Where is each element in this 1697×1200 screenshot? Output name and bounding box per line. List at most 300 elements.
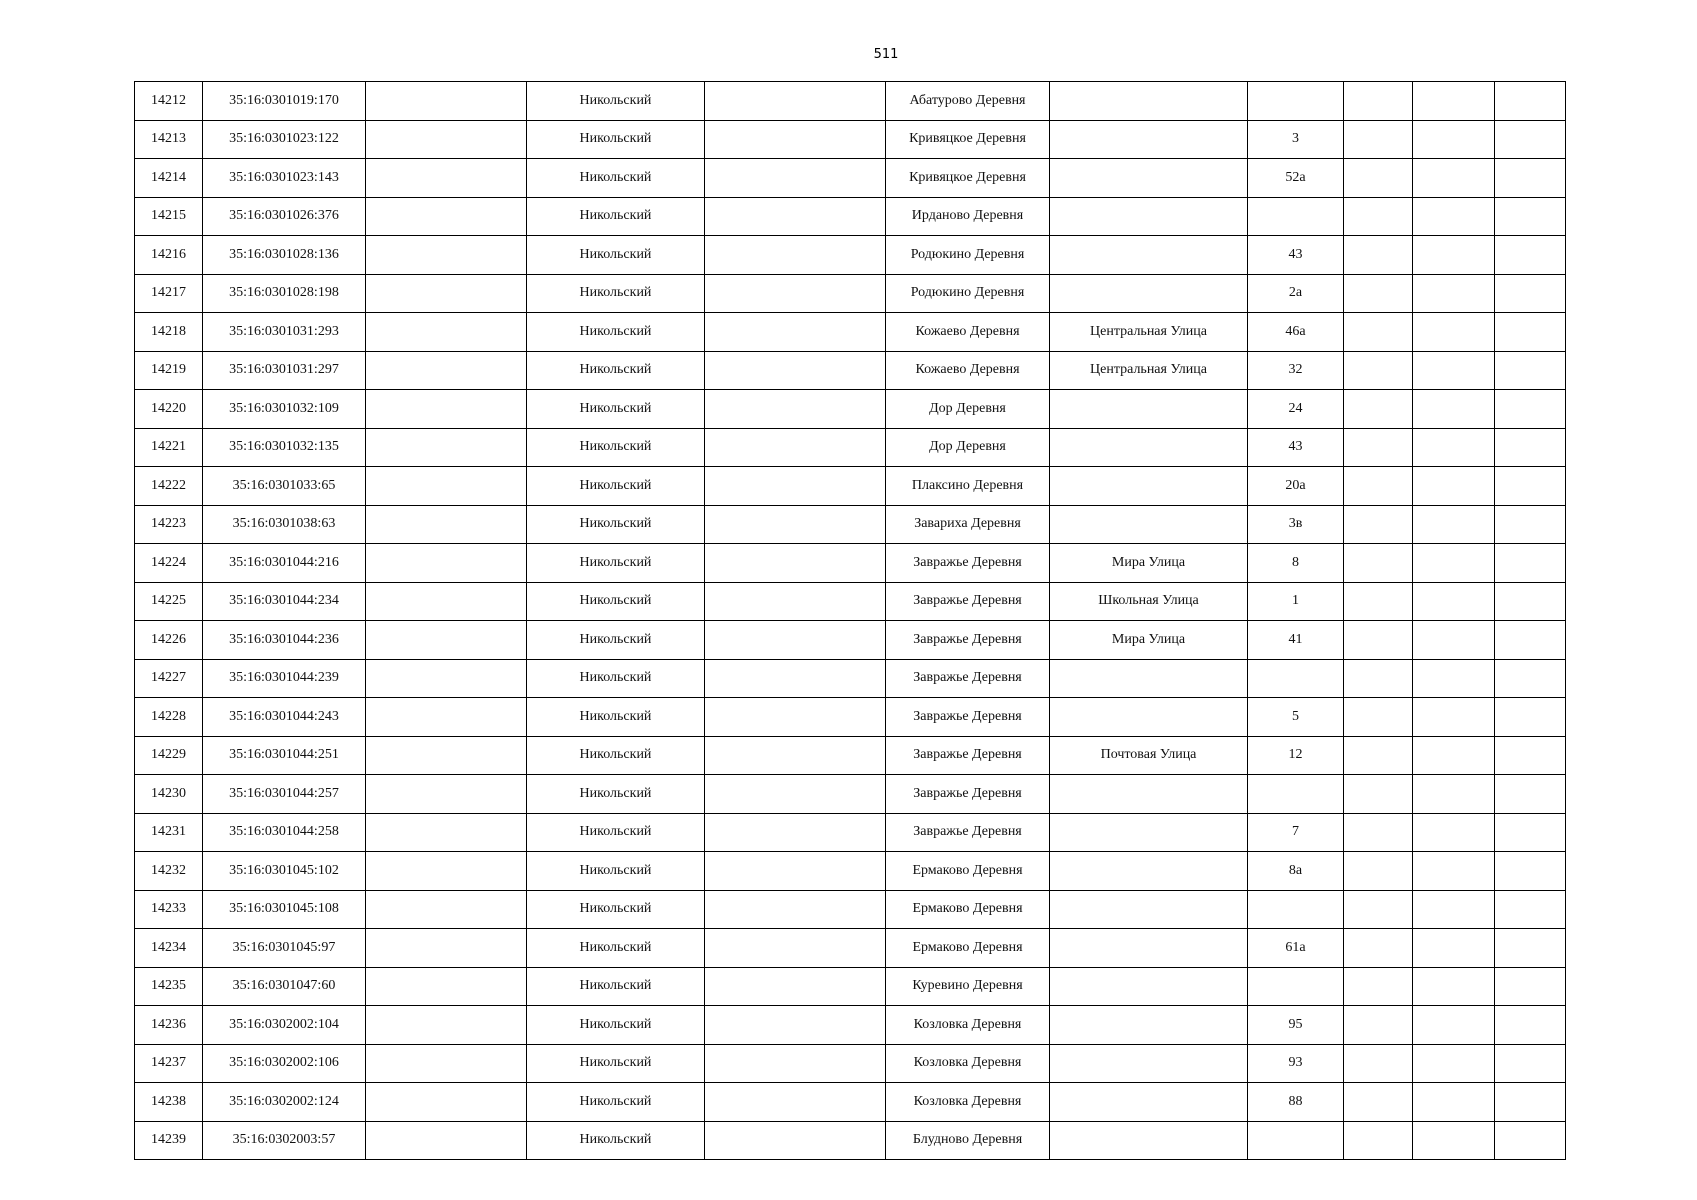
house-number-cell: 46а	[1248, 313, 1344, 352]
empty-cell	[1344, 82, 1413, 121]
locality-cell: Ермаково Деревня	[886, 890, 1050, 929]
empty-cell	[705, 197, 886, 236]
cadastral-number-cell: 35:16:0301044:257	[203, 775, 366, 814]
house-number-cell: 24	[1248, 390, 1344, 429]
empty-cell	[366, 1083, 527, 1122]
empty-cell	[366, 659, 527, 698]
row-number-cell: 14229	[135, 736, 203, 775]
district-cell: Никольский	[527, 159, 705, 198]
district-cell: Никольский	[527, 1006, 705, 1045]
empty-cell	[705, 120, 886, 159]
street-cell: Почтовая Улица	[1050, 736, 1248, 775]
locality-cell: Завражье Деревня	[886, 698, 1050, 737]
empty-cell	[1495, 621, 1566, 660]
cadastral-number-cell: 35:16:0301032:135	[203, 428, 366, 467]
empty-cell	[1344, 390, 1413, 429]
table-row	[135, 813, 1566, 852]
street-cell	[1050, 159, 1248, 198]
street-cell: Мира Улица	[1050, 621, 1248, 660]
empty-cell	[705, 390, 886, 429]
empty-cell	[1413, 1006, 1495, 1045]
house-number-cell: 52а	[1248, 159, 1344, 198]
district-cell: Никольский	[527, 390, 705, 429]
district-cell: Никольский	[527, 467, 705, 506]
empty-cell	[1344, 929, 1413, 968]
empty-cell	[1495, 236, 1566, 275]
street-cell	[1050, 890, 1248, 929]
cadastral-number-cell: 35:16:0301044:216	[203, 544, 366, 583]
table-row	[135, 582, 1566, 621]
street-cell	[1050, 1083, 1248, 1122]
district-cell: Никольский	[527, 274, 705, 313]
empty-cell	[705, 274, 886, 313]
district-cell: Никольский	[527, 582, 705, 621]
cadastral-number-cell: 35:16:0301038:63	[203, 505, 366, 544]
empty-cell	[1344, 967, 1413, 1006]
empty-cell	[705, 929, 886, 968]
district-cell: Никольский	[527, 197, 705, 236]
cadastral-number-cell: 35:16:0301044:236	[203, 621, 366, 660]
house-number-cell: 8а	[1248, 852, 1344, 891]
house-number-cell	[1248, 890, 1344, 929]
table-row	[135, 544, 1566, 583]
district-cell: Никольский	[527, 428, 705, 467]
district-cell: Никольский	[527, 351, 705, 390]
district-cell: Никольский	[527, 929, 705, 968]
street-cell: Центральная Улица	[1050, 351, 1248, 390]
cadastral-number-cell: 35:16:0301028:198	[203, 274, 366, 313]
table-row	[135, 236, 1566, 275]
row-number-cell: 14212	[135, 82, 203, 121]
street-cell	[1050, 967, 1248, 1006]
empty-cell	[366, 775, 527, 814]
street-cell	[1050, 775, 1248, 814]
empty-cell	[1413, 1044, 1495, 1083]
locality-cell: Родюкино Деревня	[886, 274, 1050, 313]
district-cell: Никольский	[527, 890, 705, 929]
empty-cell	[1495, 82, 1566, 121]
house-number-cell: 8	[1248, 544, 1344, 583]
district-cell: Никольский	[527, 313, 705, 352]
empty-cell	[1344, 467, 1413, 506]
row-number-cell: 14223	[135, 505, 203, 544]
empty-cell	[366, 1044, 527, 1083]
locality-cell: Дор Деревня	[886, 390, 1050, 429]
empty-cell	[705, 544, 886, 583]
row-number-cell: 14228	[135, 698, 203, 737]
empty-cell	[705, 351, 886, 390]
district-cell: Никольский	[527, 698, 705, 737]
empty-cell	[705, 467, 886, 506]
empty-cell	[1413, 621, 1495, 660]
empty-cell	[1413, 582, 1495, 621]
row-number-cell: 14222	[135, 467, 203, 506]
empty-cell	[1495, 1121, 1566, 1160]
empty-cell	[1495, 659, 1566, 698]
locality-cell: Завражье Деревня	[886, 813, 1050, 852]
district-cell: Никольский	[527, 967, 705, 1006]
cadastral-number-cell: 35:16:0302002:124	[203, 1083, 366, 1122]
table-row	[135, 890, 1566, 929]
empty-cell	[705, 82, 886, 121]
empty-cell	[705, 1006, 886, 1045]
cadastral-number-cell: 35:16:0301047:60	[203, 967, 366, 1006]
empty-cell	[1344, 890, 1413, 929]
house-number-cell: 3в	[1248, 505, 1344, 544]
house-number-cell: 43	[1248, 428, 1344, 467]
empty-cell	[1495, 467, 1566, 506]
empty-cell	[366, 390, 527, 429]
empty-cell	[1495, 313, 1566, 352]
row-number-cell: 14236	[135, 1006, 203, 1045]
empty-cell	[1344, 120, 1413, 159]
locality-cell: Ирданово Деревня	[886, 197, 1050, 236]
empty-cell	[1495, 390, 1566, 429]
row-number-cell: 14225	[135, 582, 203, 621]
empty-cell	[1344, 621, 1413, 660]
empty-cell	[1495, 1083, 1566, 1122]
empty-cell	[366, 544, 527, 583]
row-number-cell: 14238	[135, 1083, 203, 1122]
street-cell	[1050, 929, 1248, 968]
table-row	[135, 659, 1566, 698]
empty-cell	[1413, 813, 1495, 852]
empty-cell	[1495, 890, 1566, 929]
district-cell: Никольский	[527, 236, 705, 275]
empty-cell	[1344, 698, 1413, 737]
empty-cell	[366, 505, 527, 544]
empty-cell	[366, 82, 527, 121]
empty-cell	[705, 505, 886, 544]
empty-cell	[1344, 813, 1413, 852]
empty-cell	[1344, 852, 1413, 891]
empty-cell	[366, 351, 527, 390]
empty-cell	[705, 890, 886, 929]
empty-cell	[1344, 736, 1413, 775]
row-number-cell: 14235	[135, 967, 203, 1006]
street-cell	[1050, 120, 1248, 159]
empty-cell	[1344, 659, 1413, 698]
empty-cell	[1413, 967, 1495, 1006]
table-row	[135, 313, 1566, 352]
empty-cell	[705, 775, 886, 814]
street-cell	[1050, 197, 1248, 236]
cadastral-number-cell: 35:16:0301045:102	[203, 852, 366, 891]
district-cell: Никольский	[527, 120, 705, 159]
empty-cell	[1344, 505, 1413, 544]
district-cell: Никольский	[527, 813, 705, 852]
street-cell	[1050, 1044, 1248, 1083]
locality-cell: Завражье Деревня	[886, 659, 1050, 698]
empty-cell	[366, 813, 527, 852]
cadastral-number-cell: 35:16:0301044:234	[203, 582, 366, 621]
empty-cell	[366, 1006, 527, 1045]
page-number: 511	[873, 47, 899, 62]
district-cell: Никольский	[527, 544, 705, 583]
table-row	[135, 967, 1566, 1006]
street-cell: Мира Улица	[1050, 544, 1248, 583]
district-cell: Никольский	[527, 82, 705, 121]
empty-cell	[366, 159, 527, 198]
empty-cell	[366, 274, 527, 313]
street-cell	[1050, 852, 1248, 891]
street-cell	[1050, 390, 1248, 429]
street-cell	[1050, 1006, 1248, 1045]
locality-cell: Родюкино Деревня	[886, 236, 1050, 275]
row-number-cell: 14220	[135, 390, 203, 429]
house-number-cell: 3	[1248, 120, 1344, 159]
street-cell	[1050, 82, 1248, 121]
table-row	[135, 1044, 1566, 1083]
empty-cell	[1495, 274, 1566, 313]
empty-cell	[1413, 736, 1495, 775]
empty-cell	[1495, 582, 1566, 621]
locality-cell: Кривяцкое Деревня	[886, 120, 1050, 159]
empty-cell	[366, 698, 527, 737]
row-number-cell: 14230	[135, 775, 203, 814]
cadastral-number-cell: 35:16:0301044:239	[203, 659, 366, 698]
house-number-cell	[1248, 967, 1344, 1006]
empty-cell	[1495, 775, 1566, 814]
house-number-cell: 1	[1248, 582, 1344, 621]
district-cell: Никольский	[527, 736, 705, 775]
house-number-cell	[1248, 82, 1344, 121]
empty-cell	[705, 698, 886, 737]
row-number-cell: 14217	[135, 274, 203, 313]
row-number-cell: 14219	[135, 351, 203, 390]
row-number-cell: 14215	[135, 197, 203, 236]
locality-cell: Куревино Деревня	[886, 967, 1050, 1006]
empty-cell	[366, 467, 527, 506]
empty-cell	[705, 313, 886, 352]
table-row	[135, 698, 1566, 737]
table-row	[135, 120, 1566, 159]
empty-cell	[1344, 236, 1413, 275]
empty-cell	[1495, 351, 1566, 390]
table-row	[135, 390, 1566, 429]
cadastral-number-cell: 35:16:0301023:122	[203, 120, 366, 159]
table-row	[135, 929, 1566, 968]
empty-cell	[1344, 582, 1413, 621]
table-row	[135, 274, 1566, 313]
row-number-cell: 14231	[135, 813, 203, 852]
locality-cell: Абатурово Деревня	[886, 82, 1050, 121]
cadastral-number-cell: 35:16:0301019:170	[203, 82, 366, 121]
cadastral-number-cell: 35:16:0301032:109	[203, 390, 366, 429]
cadastral-number-cell: 35:16:0302003:57	[203, 1121, 366, 1160]
house-number-cell: 88	[1248, 1083, 1344, 1122]
empty-cell	[366, 236, 527, 275]
street-cell	[1050, 659, 1248, 698]
empty-cell	[366, 967, 527, 1006]
empty-cell	[1413, 698, 1495, 737]
empty-cell	[1344, 428, 1413, 467]
table-row	[135, 82, 1566, 121]
empty-cell	[366, 621, 527, 660]
empty-cell	[1495, 428, 1566, 467]
district-cell: Никольский	[527, 1083, 705, 1122]
row-number-cell: 14213	[135, 120, 203, 159]
district-cell: Никольский	[527, 659, 705, 698]
locality-cell: Дор Деревня	[886, 428, 1050, 467]
house-number-cell: 41	[1248, 621, 1344, 660]
table-row	[135, 1083, 1566, 1122]
cadastral-number-cell: 35:16:0302002:106	[203, 1044, 366, 1083]
street-cell	[1050, 1121, 1248, 1160]
row-number-cell: 14234	[135, 929, 203, 968]
empty-cell	[1413, 159, 1495, 198]
row-number-cell: 14237	[135, 1044, 203, 1083]
empty-cell	[1495, 505, 1566, 544]
row-number-cell: 14214	[135, 159, 203, 198]
empty-cell	[705, 582, 886, 621]
house-number-cell: 5	[1248, 698, 1344, 737]
table-row	[135, 159, 1566, 198]
empty-cell	[1413, 1121, 1495, 1160]
empty-cell	[366, 120, 527, 159]
house-number-cell: 93	[1248, 1044, 1344, 1083]
district-cell: Никольский	[527, 621, 705, 660]
empty-cell	[1344, 159, 1413, 198]
locality-cell: Ермаково Деревня	[886, 929, 1050, 968]
row-number-cell: 14218	[135, 313, 203, 352]
empty-cell	[1344, 313, 1413, 352]
locality-cell: Завражье Деревня	[886, 736, 1050, 775]
empty-cell	[1495, 698, 1566, 737]
empty-cell	[1344, 775, 1413, 814]
row-number-cell: 14232	[135, 852, 203, 891]
house-number-cell: 20а	[1248, 467, 1344, 506]
street-cell	[1050, 274, 1248, 313]
empty-cell	[1344, 197, 1413, 236]
street-cell	[1050, 236, 1248, 275]
empty-cell	[366, 890, 527, 929]
house-number-cell: 32	[1248, 351, 1344, 390]
house-number-cell: 12	[1248, 736, 1344, 775]
empty-cell	[1344, 544, 1413, 583]
house-number-cell: 7	[1248, 813, 1344, 852]
locality-cell: Завражье Деревня	[886, 621, 1050, 660]
empty-cell	[1413, 236, 1495, 275]
empty-cell	[1495, 159, 1566, 198]
empty-cell	[705, 736, 886, 775]
empty-cell	[1413, 82, 1495, 121]
locality-cell: Козловка Деревня	[886, 1083, 1050, 1122]
empty-cell	[366, 428, 527, 467]
locality-cell: Завариха Деревня	[886, 505, 1050, 544]
table-row	[135, 428, 1566, 467]
locality-cell: Кожаево Деревня	[886, 351, 1050, 390]
table-row	[135, 1121, 1566, 1160]
empty-cell	[366, 736, 527, 775]
empty-cell	[1413, 1083, 1495, 1122]
empty-cell	[1413, 890, 1495, 929]
empty-cell	[1495, 852, 1566, 891]
locality-cell: Плаксино Деревня	[886, 467, 1050, 506]
row-number-cell: 14221	[135, 428, 203, 467]
empty-cell	[1413, 274, 1495, 313]
empty-cell	[705, 236, 886, 275]
cadastral-number-cell: 35:16:0301045:97	[203, 929, 366, 968]
row-number-cell: 14224	[135, 544, 203, 583]
table-row	[135, 197, 1566, 236]
empty-cell	[1344, 1006, 1413, 1045]
row-number-cell: 14216	[135, 236, 203, 275]
empty-cell	[366, 582, 527, 621]
empty-cell	[705, 659, 886, 698]
empty-cell	[1413, 775, 1495, 814]
street-cell	[1050, 813, 1248, 852]
street-cell: Центральная Улица	[1050, 313, 1248, 352]
empty-cell	[705, 159, 886, 198]
street-cell	[1050, 505, 1248, 544]
street-cell	[1050, 428, 1248, 467]
locality-cell: Ермаково Деревня	[886, 852, 1050, 891]
empty-cell	[366, 852, 527, 891]
empty-cell	[705, 852, 886, 891]
house-number-cell: 2а	[1248, 274, 1344, 313]
empty-cell	[1413, 313, 1495, 352]
house-number-cell	[1248, 775, 1344, 814]
empty-cell	[1413, 467, 1495, 506]
empty-cell	[1344, 351, 1413, 390]
empty-cell	[1344, 1044, 1413, 1083]
locality-cell: Завражье Деревня	[886, 544, 1050, 583]
empty-cell	[1344, 1121, 1413, 1160]
locality-cell: Кожаево Деревня	[886, 313, 1050, 352]
empty-cell	[705, 1044, 886, 1083]
empty-cell	[705, 428, 886, 467]
district-cell: Никольский	[527, 505, 705, 544]
table-row	[135, 775, 1566, 814]
table-row	[135, 505, 1566, 544]
locality-cell: Кривяцкое Деревня	[886, 159, 1050, 198]
empty-cell	[1495, 1044, 1566, 1083]
empty-cell	[366, 313, 527, 352]
empty-cell	[1413, 929, 1495, 968]
empty-cell	[1495, 544, 1566, 583]
empty-cell	[1413, 544, 1495, 583]
empty-cell	[1413, 120, 1495, 159]
row-number-cell: 14233	[135, 890, 203, 929]
row-number-cell: 14227	[135, 659, 203, 698]
table-row	[135, 621, 1566, 660]
house-number-cell: 95	[1248, 1006, 1344, 1045]
cadastral-number-cell: 35:16:0301026:376	[203, 197, 366, 236]
empty-cell	[1344, 274, 1413, 313]
cadastral-number-cell: 35:16:0301044:243	[203, 698, 366, 737]
house-number-cell: 61а	[1248, 929, 1344, 968]
register-table	[134, 81, 1566, 1160]
district-cell: Никольский	[527, 1121, 705, 1160]
cadastral-number-cell: 35:16:0301044:251	[203, 736, 366, 775]
house-number-cell: 43	[1248, 236, 1344, 275]
empty-cell	[1344, 1083, 1413, 1122]
street-cell: Школьная Улица	[1050, 582, 1248, 621]
empty-cell	[705, 1083, 886, 1122]
empty-cell	[1413, 659, 1495, 698]
empty-cell	[1495, 120, 1566, 159]
cadastral-number-cell: 35:16:0301031:293	[203, 313, 366, 352]
empty-cell	[366, 197, 527, 236]
cadastral-number-cell: 35:16:0301033:65	[203, 467, 366, 506]
empty-cell	[1413, 197, 1495, 236]
empty-cell	[705, 967, 886, 1006]
empty-cell	[1495, 929, 1566, 968]
locality-cell: Блудново Деревня	[886, 1121, 1050, 1160]
cadastral-number-cell: 35:16:0302002:104	[203, 1006, 366, 1045]
empty-cell	[1413, 852, 1495, 891]
